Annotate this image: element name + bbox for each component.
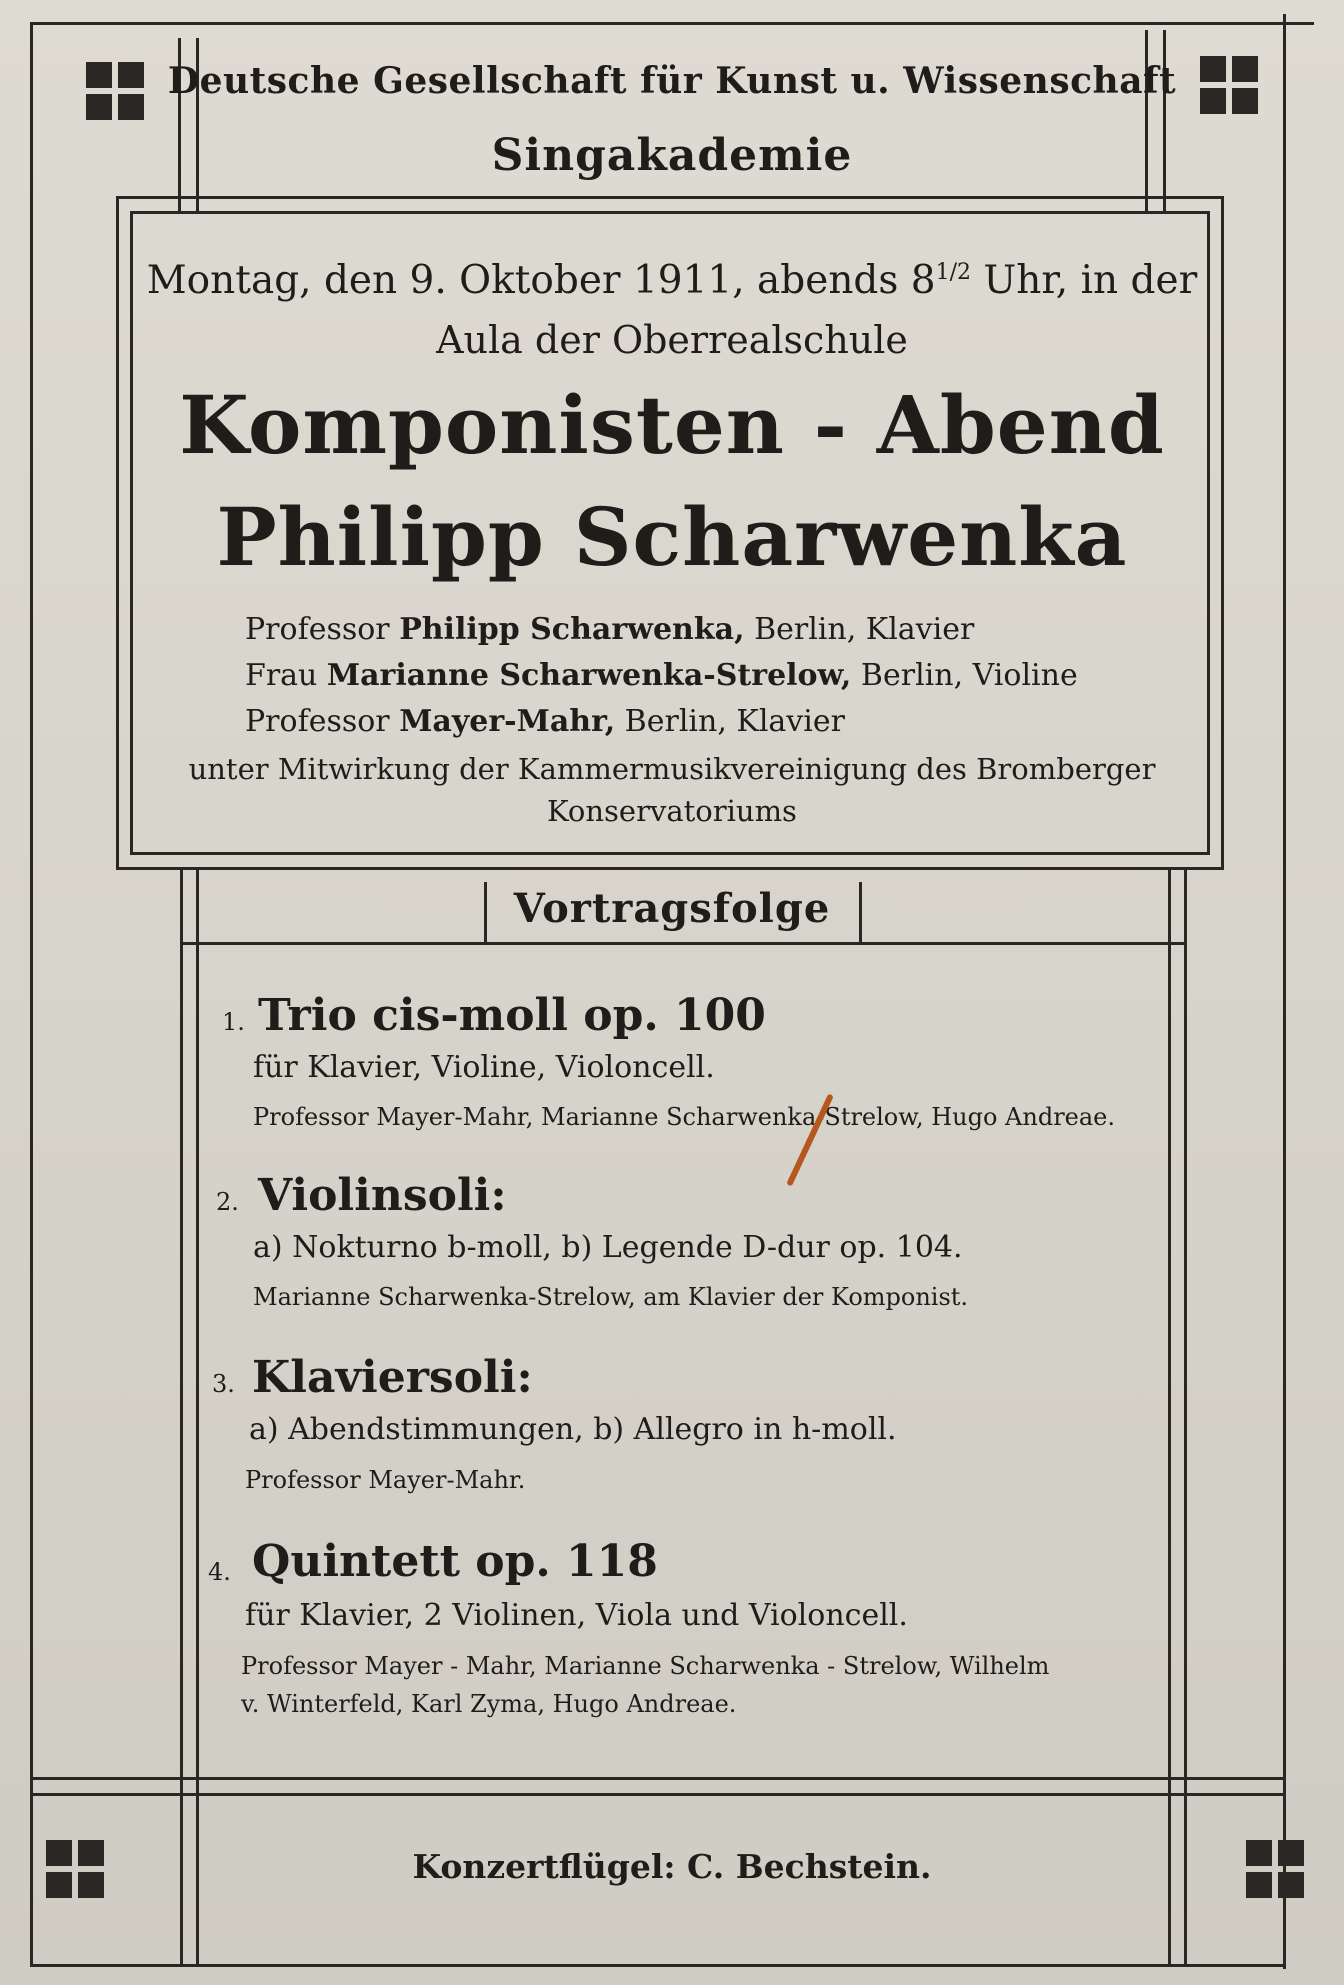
time-fraction: 1/2	[935, 260, 972, 285]
outer-border-bottom	[30, 1964, 1286, 1967]
event-location: Aula der Oberrealschule	[436, 318, 908, 362]
item-performers: Marianne Scharwenka-Strelow, am Klavier der Komponist.	[253, 1283, 969, 1311]
item-number: 4.	[208, 1558, 231, 1586]
performer-line: Frau Marianne Scharwenka-Strelow, Berlin, Violine	[245, 658, 1078, 693]
item-performers: Professor Mayer-Mahr.	[245, 1466, 526, 1494]
item-number: 1.	[222, 1008, 245, 1036]
item-instruments: a) Abendstimmungen, b) Allegro in h-moll.	[249, 1412, 897, 1447]
item-instruments: a) Nokturno b-moll, b) Legende D-dur op. 104.	[253, 1230, 963, 1265]
piano-credit: Konzertflügel: C. Bechstein.	[412, 1847, 932, 1886]
item-title: Quintett op. 118	[252, 1536, 658, 1587]
item-instruments: für Klavier, Violine, Violoncell.	[253, 1050, 715, 1085]
performer-line: Professor Mayer-Mahr, Berlin, Klavier	[245, 704, 845, 739]
konservatorium-text: Konservatoriums	[547, 794, 797, 828]
event-title: Komponisten - Abend	[179, 378, 1165, 472]
item-performers: Professor Mayer-Mahr, Marianne Scharwenka-Strelow, Hugo Andreae.	[253, 1103, 1116, 1131]
pillar-line	[1163, 30, 1166, 213]
footer-line	[33, 1777, 1283, 1780]
item-title: Klaviersoli:	[252, 1352, 533, 1403]
item-number: 3.	[212, 1370, 235, 1398]
item-title: Violinsoli:	[258, 1170, 507, 1221]
venue-name: Singakademie	[491, 130, 853, 181]
outer-border-top	[30, 22, 1314, 25]
program-heading: Vortragsfolge	[513, 885, 831, 932]
pillar-line	[1145, 30, 1148, 213]
outer-border-left	[30, 22, 33, 1967]
program-line-left	[180, 870, 183, 1793]
heading-underline	[183, 942, 1184, 945]
item-performers: v. Winterfeld, Karl Zyma, Hugo Andreae.	[241, 1690, 737, 1718]
item-performers: Professor Mayer - Mahr, Marianne Scharwenka - Strelow, Wilhelm	[241, 1652, 1050, 1680]
item-instruments: für Klavier, 2 Violinen, Viola und Violoncell.	[245, 1598, 908, 1633]
program-line-left-inner	[196, 870, 199, 1793]
event-date: Montag, den 9. Oktober 1911, abends $8^{1/2}$ Uhr, in der	[146, 258, 1198, 303]
program-line-right	[1168, 870, 1171, 1793]
footer-line	[33, 1793, 1283, 1796]
mitwirkung-text: unter Mitwirkung der Kammermusikvereinigung des Bromberger	[188, 752, 1156, 786]
program-line-right-inner	[1184, 870, 1187, 1793]
outer-border-right	[1283, 14, 1286, 1969]
performer-line: Professor Philipp Scharwenka, Berlin, Klavier	[245, 612, 975, 647]
society-name: Deutsche Gesellschaft für Kunst u. Wissenschaft	[167, 60, 1177, 102]
composer-name: Philipp Scharwenka	[216, 490, 1128, 584]
item-number: 2.	[216, 1188, 239, 1216]
item-title: Trio cis-moll op. 100	[258, 990, 766, 1041]
